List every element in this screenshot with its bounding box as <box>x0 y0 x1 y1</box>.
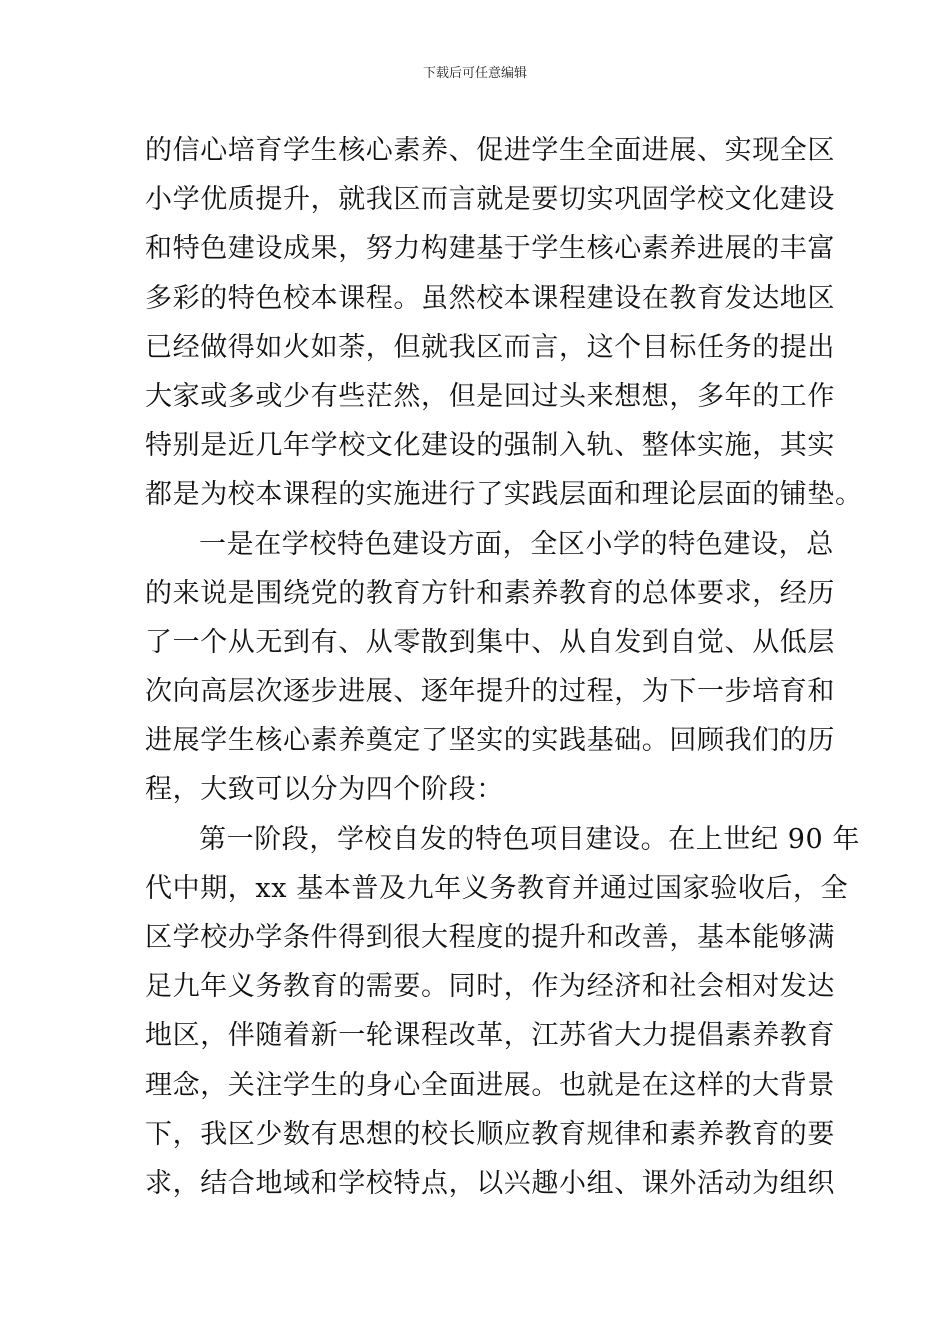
text-line: 已经做得如火如荼，但就我区而言，这个目标任务的提出 <box>145 331 835 363</box>
text-line: 求，结合地域和学校特点，以兴趣小组、课外活动为组织 <box>145 1167 835 1199</box>
text-line: 都是为校本课程的实施进行了实践层面和理论层面的铺垫。 <box>145 479 863 511</box>
paragraph-first-line: 第一阶段，学校自发的特色项目建设。在上世纪 90 年 <box>199 823 861 855</box>
text-line: 足九年义务教育的需要。同时，作为经济和社会相对发达 <box>145 971 835 1003</box>
text-line: 小学优质提升，就我区而言就是要切实巩固学校文化建设 <box>145 184 835 216</box>
text-line: 理念，关注学生的身心全面进展。也就是在这样的大背景 <box>145 1069 835 1101</box>
text-line: 程，大致可以分为四个阶段： <box>145 774 504 806</box>
text-line: 的来说是围绕党的教育方针和素养教育的总体要求，经历 <box>145 577 835 609</box>
text-line: 多彩的特色校本课程。虽然校本课程建设在教育发达地区 <box>145 282 835 314</box>
text-line: 和特色建设成果，努力构建基于学生核心素养进展的丰富 <box>145 233 835 265</box>
text-line: 大家或多或少有些茫然，但是回过头来想想，多年的工作 <box>145 380 835 412</box>
text-line: 下，我区少数有思想的校长顺应教育规律和素养教育的要 <box>145 1118 835 1150</box>
paragraph-first-line: 一是在学校特色建设方面，全区小学的特色建设，总 <box>199 528 834 560</box>
text-line: 地区，伴随着新一轮课程改革，江苏省大力提倡素养教育 <box>145 1020 835 1052</box>
text-line: 次向高层次逐步进展、逐年提升的过程，为下一步培育和 <box>145 676 835 708</box>
page-header-note: 下载后可任意编辑 <box>422 66 527 81</box>
text-line: 的信心培育学生核心素养、促进学生全面进展、实现全区 <box>145 135 835 166</box>
text-line: 进展学生核心素养奠定了坚实的实践基础。回顾我们的历 <box>145 725 835 757</box>
text-line: 区学校办学条件得到很大程度的提升和改善，基本能够满 <box>145 922 835 953</box>
text-line: 了一个从无到有、从零散到集中、从自发到自觉、从低层 <box>145 626 835 658</box>
body-text <box>145 126 863 1208</box>
text-line: 代中期，xx 基本普及九年义务教育并通过国家验收后，全 <box>145 872 849 904</box>
text-line: 特别是近几年学校文化建设的强制入轨、整体实施，其实 <box>145 430 835 462</box>
